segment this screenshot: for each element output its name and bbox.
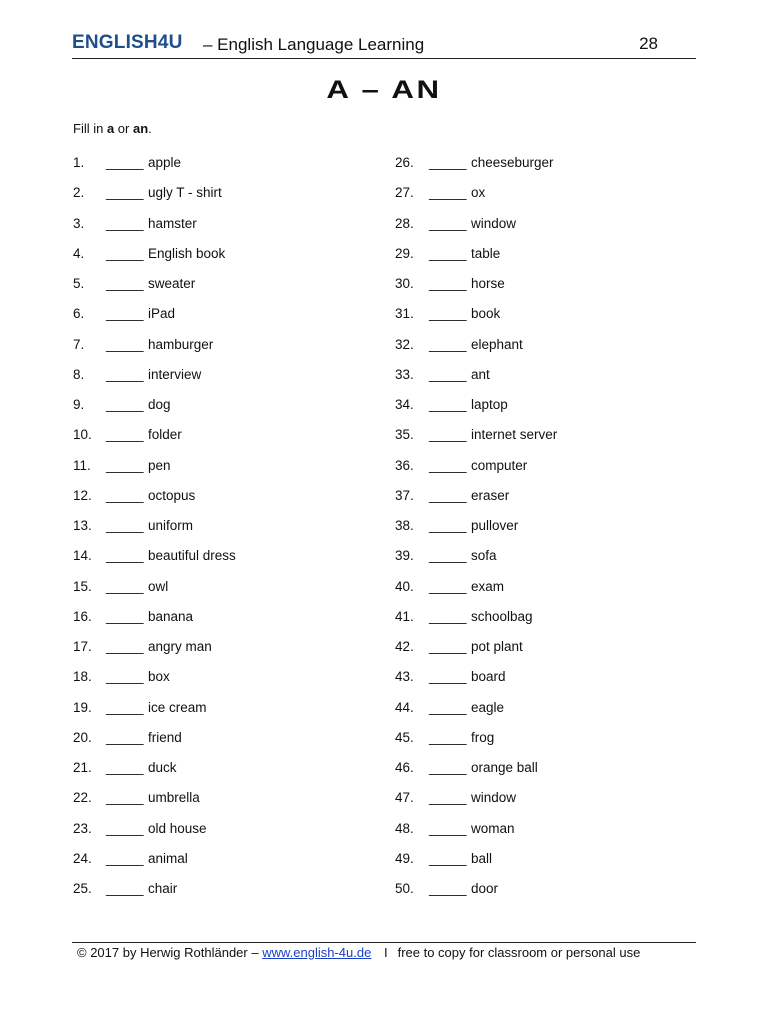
item-word: uniform [148, 518, 194, 533]
answer-blank[interactable]: _____ [106, 548, 144, 564]
answer-blank[interactable]: _____ [429, 366, 467, 382]
answer-blank[interactable]: _____ [429, 790, 467, 806]
item-word: orange ball [471, 760, 538, 775]
answer-blank[interactable]: _____ [106, 820, 144, 836]
item-number: 1. [73, 155, 85, 170]
item-number: 21. [73, 760, 92, 775]
item-number: 49. [395, 850, 414, 866]
item-word: ugly T - shirt [148, 185, 222, 201]
item-word: interview [148, 366, 202, 382]
item-word: box [148, 669, 170, 685]
item-word: woman [471, 820, 515, 836]
item-number: 13. [73, 518, 92, 533]
instruction-middle: or [114, 121, 133, 136]
item-word: duck [148, 760, 177, 775]
brand-logo-text: ENGLISH4U [72, 32, 183, 53]
answer-blank[interactable]: _____ [106, 245, 144, 261]
item-word: laptop [471, 397, 508, 412]
item-number: 38. [395, 518, 414, 533]
answer-blank[interactable]: _____ [106, 881, 144, 896]
answer-blank[interactable]: _____ [429, 760, 467, 775]
item-word: old house [148, 820, 207, 836]
answer-blank[interactable]: _____ [106, 336, 144, 352]
item-number: 31. [395, 306, 414, 322]
item-number: 39. [395, 548, 414, 564]
answer-blank[interactable]: _____ [429, 487, 467, 503]
item-word: internet server [471, 427, 558, 443]
instruction-suffix: . [148, 121, 152, 136]
item-word: sofa [471, 548, 497, 564]
answer-blank[interactable]: _____ [106, 155, 144, 170]
item-word: frog [471, 729, 495, 745]
item-word: umbrella [148, 790, 200, 806]
answer-blank[interactable]: _____ [106, 366, 144, 382]
answer-blank[interactable]: _____ [106, 427, 144, 443]
item-number: 34. [395, 397, 414, 412]
item-number: 3. [73, 215, 85, 231]
item-word: pot plant [471, 639, 523, 654]
answer-blank[interactable]: _____ [429, 729, 467, 745]
instruction-prefix: Fill in [73, 121, 107, 136]
item-number: 43. [395, 669, 414, 685]
item-number: 19. [73, 699, 92, 715]
answer-blank[interactable]: _____ [429, 185, 467, 201]
item-number: 22. [73, 790, 92, 806]
item-word: ant [471, 366, 490, 382]
page-footer [77, 945, 640, 960]
item-word: board [471, 669, 506, 685]
item-number: 36. [395, 457, 414, 473]
item-word: beautiful dress [148, 548, 236, 564]
item-number: 23. [73, 820, 92, 836]
item-number: 11. [73, 457, 91, 473]
answer-blank[interactable]: _____ [106, 215, 144, 231]
item-number: 17. [73, 639, 92, 654]
item-word: table [471, 245, 501, 261]
answer-blank[interactable]: _____ [106, 487, 144, 503]
item-word: cheeseburger [471, 155, 554, 170]
answer-blank[interactable]: _____ [429, 850, 467, 866]
item-number: 9. [73, 397, 85, 412]
item-number: 48. [395, 820, 414, 836]
item-number: 29. [395, 245, 414, 261]
answer-blank[interactable]: _____ [106, 729, 144, 745]
item-word: hamburger [148, 336, 214, 352]
answer-blank[interactable]: _____ [106, 760, 144, 775]
item-number: 10. [73, 427, 92, 443]
item-word: banana [148, 608, 194, 624]
answer-blank[interactable]: _____ [429, 457, 467, 473]
answer-blank[interactable]: _____ [429, 427, 467, 443]
item-word: window [471, 790, 517, 806]
item-word: book [471, 306, 501, 322]
item-word: computer [471, 457, 528, 473]
answer-blank[interactable]: _____ [429, 518, 467, 533]
answer-blank[interactable]: _____ [106, 669, 144, 685]
item-number: 46. [395, 760, 414, 775]
item-number: 42. [395, 639, 414, 654]
answer-blank[interactable]: _____ [429, 578, 467, 594]
item-word: ball [471, 850, 493, 866]
answer-blank[interactable]: _____ [429, 699, 467, 715]
answer-blank[interactable]: _____ [106, 397, 144, 412]
item-word: horse [471, 276, 505, 291]
item-number: 18. [73, 669, 92, 685]
item-number: 25. [73, 881, 92, 896]
answer-blank[interactable]: _____ [106, 185, 144, 201]
answer-blank[interactable]: _____ [106, 699, 144, 715]
answer-blank[interactable]: _____ [429, 215, 467, 231]
answer-blank[interactable]: _____ [429, 245, 467, 261]
item-number: 6. [73, 306, 85, 322]
item-number: 32. [395, 336, 414, 352]
page-header [72, 30, 696, 59]
item-word: animal [148, 850, 188, 866]
item-number: 27. [395, 185, 414, 201]
item-word: English book [148, 245, 226, 261]
item-number: 45. [395, 729, 414, 745]
item-number: 16. [73, 608, 92, 624]
item-word: pen [148, 457, 171, 473]
footer-divider [72, 942, 696, 943]
item-word: eagle [471, 699, 505, 715]
instruction-option-a: a [106, 121, 115, 136]
item-number: 15. [73, 578, 92, 594]
item-number: 50. [395, 881, 414, 896]
item-number: 47. [395, 790, 414, 806]
item-word: friend [148, 729, 182, 745]
answer-blank[interactable]: _____ [429, 669, 467, 685]
item-number: 28. [395, 215, 414, 231]
answer-blank[interactable]: _____ [106, 306, 144, 322]
answer-blank[interactable]: _____ [429, 336, 467, 352]
item-number: 7. [73, 336, 85, 352]
footer-note: free to copy for classroom or personal use [397, 945, 641, 960]
answer-blank[interactable]: _____ [429, 608, 467, 624]
answer-blank[interactable]: _____ [429, 397, 467, 412]
item-word: iPad [148, 306, 176, 322]
answer-blank[interactable]: _____ [106, 850, 144, 866]
answer-blank[interactable]: _____ [106, 790, 144, 806]
answer-blank[interactable]: _____ [429, 155, 467, 170]
item-number: 4. [73, 245, 85, 261]
answer-blank[interactable]: _____ [429, 276, 467, 291]
item-number: 41. [395, 608, 414, 624]
item-number: 12. [73, 487, 92, 503]
item-number: 14. [73, 548, 92, 564]
item-number: 30. [395, 276, 414, 291]
answer-blank[interactable]: _____ [429, 881, 467, 896]
item-number: 26. [395, 155, 414, 170]
item-word: elephant [471, 336, 523, 352]
item-word: eraser [471, 487, 510, 503]
answer-blank[interactable]: _____ [106, 578, 144, 594]
page-number: 28 [639, 34, 658, 53]
item-number: 24. [73, 850, 92, 866]
instruction [73, 121, 152, 136]
item-number: 37. [395, 487, 414, 503]
answer-blank[interactable]: _____ [429, 639, 467, 654]
answer-blank[interactable]: _____ [106, 639, 144, 654]
answer-blank[interactable]: _____ [429, 548, 467, 564]
item-word: sweater [148, 276, 196, 291]
answer-blank[interactable]: _____ [106, 518, 144, 533]
item-word: schoolbag [471, 608, 533, 624]
answer-blank[interactable]: _____ [106, 457, 144, 473]
item-word: dog [148, 397, 171, 412]
item-number: 35. [395, 427, 414, 443]
item-word: exam [471, 578, 505, 594]
answer-blank[interactable]: _____ [106, 608, 144, 624]
item-number: 44. [395, 699, 414, 715]
item-word: owl [148, 578, 169, 594]
item-word: pullover [471, 518, 519, 533]
item-word: apple [148, 155, 182, 170]
instruction-option-an: an [132, 121, 149, 136]
item-word: ox [471, 185, 486, 201]
item-number: 33. [395, 366, 414, 382]
item-word: window [471, 215, 517, 231]
footer-separator: I [383, 945, 388, 960]
item-word: ice cream [148, 699, 207, 715]
header-subtitle: – English Language Learning [203, 35, 425, 54]
worksheet-title: A – AN [326, 76, 442, 104]
footer-website-link[interactable]: www.english-4u.de [262, 945, 372, 960]
item-word: angry man [148, 639, 212, 654]
item-word: hamster [148, 215, 197, 231]
item-number: 5. [73, 276, 85, 291]
item-number: 20. [73, 729, 92, 745]
item-word: folder [148, 427, 182, 443]
answer-blank[interactable]: _____ [429, 306, 467, 322]
answer-blank[interactable]: _____ [106, 276, 144, 291]
item-word: door [471, 881, 499, 896]
item-number: 2. [73, 185, 85, 201]
item-number: 40. [395, 578, 414, 594]
footer-copyright: © 2017 by Herwig Rothländer – [77, 945, 259, 960]
item-word: chair [148, 881, 178, 896]
item-number: 8. [73, 366, 85, 382]
answer-blank[interactable]: _____ [429, 820, 467, 836]
item-word: octopus [148, 487, 196, 503]
